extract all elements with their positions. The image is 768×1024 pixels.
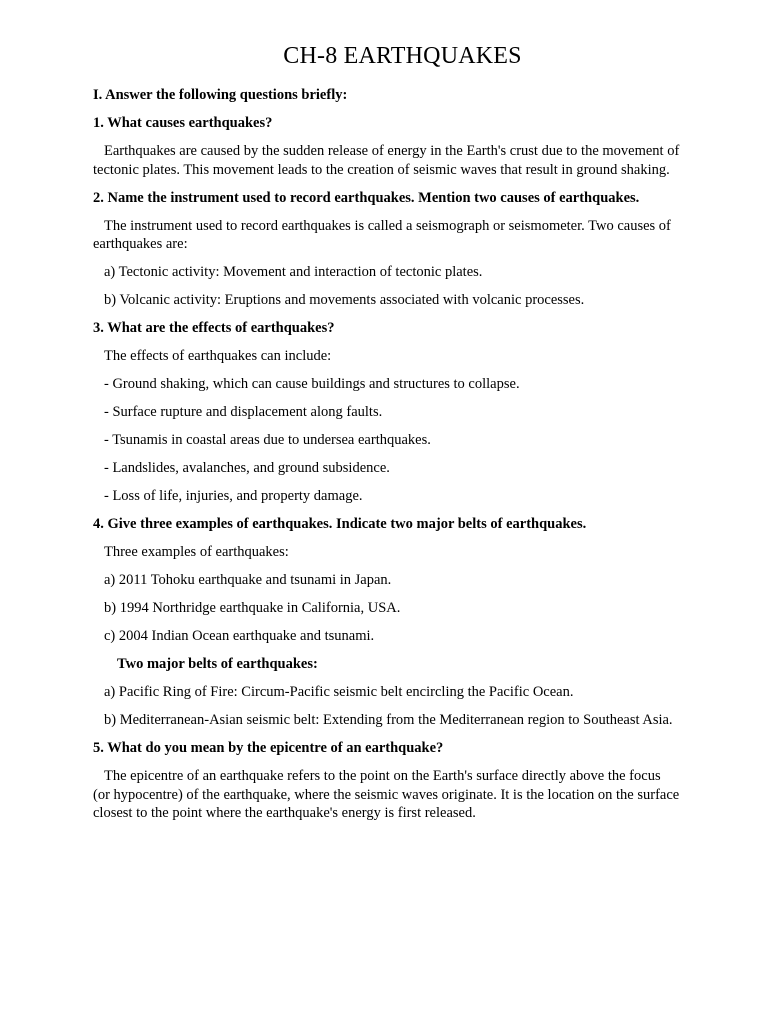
answer-3: The effects of earthquakes can include: (104, 348, 332, 364)
answer-3-item: - Landslides, avalanches, and ground subsidence. (104, 460, 390, 476)
answer-3-item: - Loss of life, injuries, and property damage. (104, 488, 363, 504)
answer-1: Earthquakes are caused by the sudden release of energy in the Earth's crust due to the movement of tectonic plates. This movement leads to the creation of seismic waves that result in ground shaking. (93, 143, 680, 178)
answer-2: The instrument used to record earthquakes is called a seismograph or seismometer. Two causes of earthquakes are: (93, 217, 671, 252)
answer-3-item: - Tsunamis in coastal areas due to undersea earthquakes. (104, 432, 431, 448)
question-5: 5. What do you mean by the epicentre of an earthquake? (93, 740, 444, 756)
question-1: 1. What causes earthquakes? (93, 115, 273, 131)
question-2: 2. Name the instrument used to record earthquakes. Mention two causes of earthquakes. (93, 189, 640, 206)
belt-item: a) Pacific Ring of Fire: Circum-Pacific seismic belt encircling the Pacific Ocean. (104, 684, 574, 700)
answer-5: The epicentre of an earthquake refers to the point on the Earth's surface directly above the focus (or hypocentre) of the earthquake, where the seismic waves originate. It is the location on the surface closest to the point where the earthquake's energy is first released. (93, 768, 680, 821)
answer-3-item: - Ground shaking, which can cause buildings and structures to collapse. (104, 376, 520, 392)
answer-4-item: c) 2004 Indian Ocean earthquake and tsunami. (104, 628, 375, 644)
answer-2-item: b) Volcanic activity: Eruptions and movements associated with volcanic processes. (104, 292, 585, 308)
belts-heading: Two major belts of earthquakes: (117, 656, 318, 672)
question-3: 3. What are the effects of earthquakes? (93, 320, 335, 336)
answer-4-item: b) 1994 Northridge earthquake in California, USA. (104, 600, 401, 616)
belt-item: b) Mediterranean-Asian seismic belt: Extending from the Mediterranean region to Southeast Asia. (104, 712, 673, 728)
answer-4: Three examples of earthquakes: (104, 544, 289, 560)
page-title: CH-8 EARTHQUAKES (283, 43, 522, 69)
section-heading: I. Answer the following questions briefly: (93, 87, 348, 103)
answer-3-item: - Surface rupture and displacement along faults. (104, 404, 383, 420)
question-4: 4. Give three examples of earthquakes. Indicate two major belts of earthquakes. (93, 516, 587, 532)
answer-4-item: a) 2011 Tohoku earthquake and tsunami in Japan. (104, 572, 392, 588)
answer-2-item: a) Tectonic activity: Movement and interaction of tectonic plates. (104, 264, 483, 280)
